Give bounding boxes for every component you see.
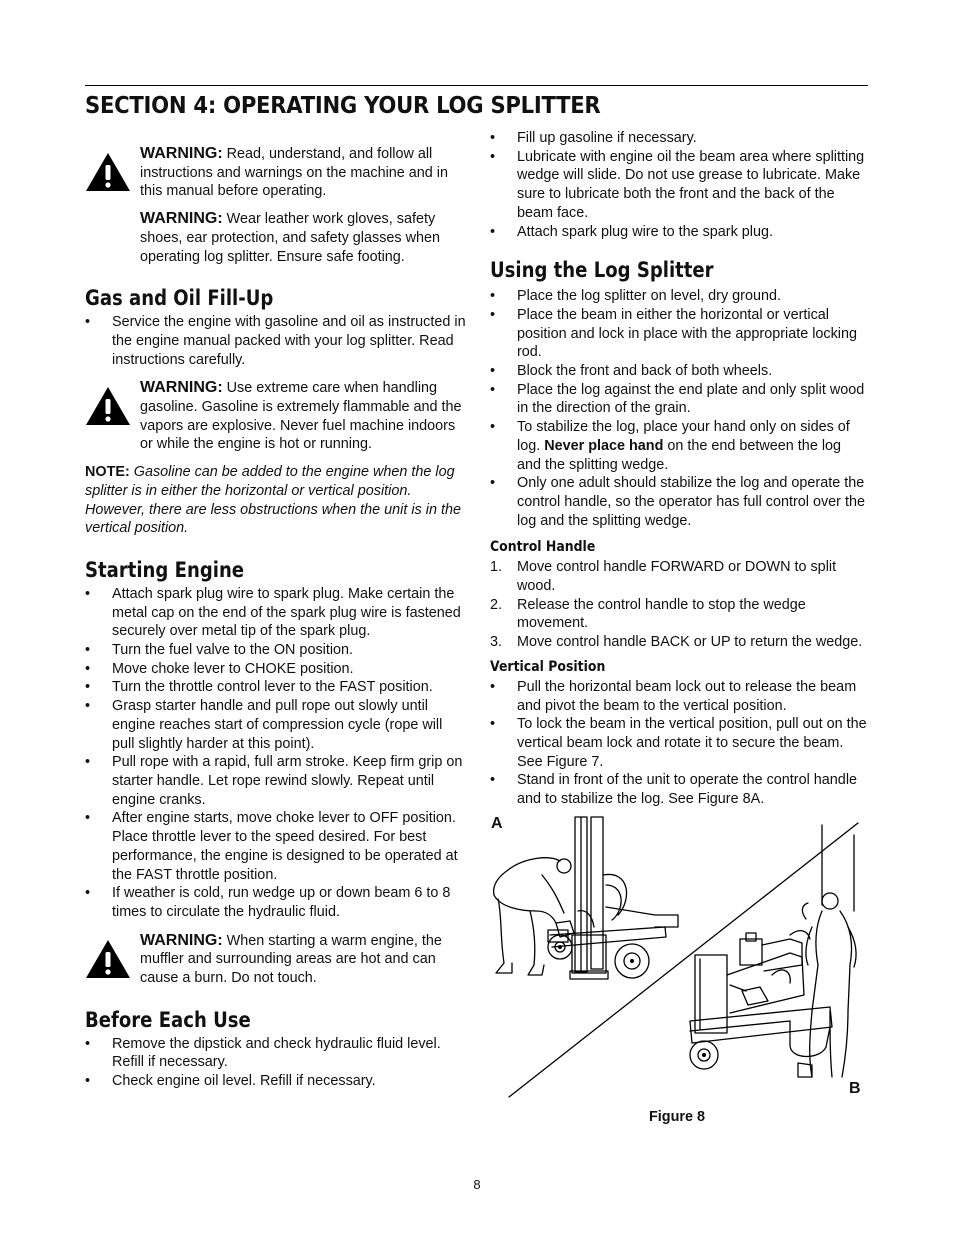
list-item — [85, 753, 468, 809]
warning-text: Use extreme care when handling gasoline. Gasoline is extremely flammable and the vapors are explosive. Never fuel machine indoors or while the engine is hot or running. — [140, 380, 462, 453]
list-item-text: Move control handle BACK or UP to return the wedge. — [517, 634, 863, 651]
bullet: • — [85, 314, 91, 331]
bullet: • — [490, 223, 496, 240]
list-item — [490, 306, 868, 362]
list-item-text: Fill up gasoline if necessary. — [517, 130, 697, 146]
list-item — [490, 596, 868, 633]
list-item — [85, 641, 468, 660]
list-item-text: Move choke lever to CHOKE position. — [112, 660, 354, 677]
note-text: Gasoline can be added to the engine when the log splitter is in either the horizontal or vertical position. However, there are less obstructions when the unit is in the vertical position. — [85, 464, 461, 537]
heading-before-each-use: Before Each Use — [85, 1007, 251, 1032]
list-number: 2. — [490, 596, 503, 613]
list-item-text: Move control handle FORWARD or DOWN to split wood. — [517, 559, 837, 595]
text-run: To stabilize the log, place your hand only on sides of log. — [517, 419, 850, 454]
warning-paragraph — [140, 145, 468, 201]
list-item-text: Pull the horizontal beam lock out to release the beam and pivot the beam to the vertical position. — [517, 678, 857, 714]
list-item-text: Attach spark plug wire to the spark plug. — [517, 223, 773, 240]
list-item-text: Only one adult should stabilize the log and operate the control handle, so the operator has full control over the log and the splitting wedge. — [517, 475, 865, 529]
list-item-text: Place the log splitter on level, dry ground. — [517, 288, 781, 305]
list-item — [490, 223, 868, 242]
list-number: 3. — [490, 634, 503, 651]
list-item-text: Release the control handle to stop the wedge movement. — [517, 596, 806, 632]
warning-icon — [85, 386, 131, 426]
heading-using-log-splitter: Using the Log Splitter — [490, 258, 714, 283]
bullet: • — [85, 660, 91, 677]
figure-label-b: B — [849, 1079, 861, 1097]
heading-control-handle: Control Handle — [490, 539, 596, 556]
warning-block-intro — [85, 145, 468, 266]
bullet: • — [85, 585, 91, 602]
warning-text: Wear leather work gloves, safety shoes, ear protection, and safety glasses when operating log splitter. Ensure safe footing. — [140, 211, 440, 265]
bullet: • — [490, 475, 496, 492]
list-item-text: Pull rope with a rapid, full arm stroke. Keep firm grip on starter handle. Let rope rewind slowly. Repeat until engine cranks. — [112, 754, 463, 808]
list-item — [85, 884, 468, 921]
warning-text: When starting a warm engine, the muffler and surrounding areas are hot and can cause a burn. Do not touch. — [140, 932, 442, 987]
emphasis-text: Never place hand — [544, 437, 664, 454]
list-item-text: Turn the fuel valve to the ON position. — [112, 642, 354, 659]
list-item-text: After engine starts, move choke lever to OFF position. Place throttle lever to the speed desired. For best performance, the engine is designed to be operated at the FAST throttle position. — [112, 810, 458, 883]
bullet: • — [490, 678, 496, 695]
list-item — [85, 585, 468, 641]
figure-caption: Figure 8 — [649, 1108, 705, 1125]
bullet: • — [490, 148, 496, 165]
bullet: • — [85, 754, 91, 771]
heading-gas-oil: Gas and Oil Fill-Up — [85, 286, 274, 311]
using-list — [490, 287, 868, 530]
list-item — [490, 715, 868, 771]
list-item — [490, 474, 868, 530]
bullet: • — [490, 363, 496, 380]
list-item-text: Service the engine with gasoline and oil as instructed in the engine manual packed with your log splitter. Read instructions carefully. — [112, 314, 466, 368]
list-item-text — [517, 419, 850, 472]
section-title: SECTION 4: OPERATING YOUR LOG SPLITTER — [85, 93, 601, 119]
note-label: NOTE: — [85, 464, 130, 481]
bullet: • — [490, 716, 496, 733]
warning-icon — [85, 939, 131, 979]
starting-engine-list — [85, 585, 468, 922]
list-item-text: Attach spark plug wire to spark plug. Make certain the metal cap on the end of the spark plug wire is fastened securely over metal tip of the spark plug. — [112, 585, 461, 640]
list-item — [85, 809, 468, 884]
warning-label: WARNING: — [140, 931, 223, 949]
figure-8 — [490, 815, 868, 1133]
warning-label: WARNING: — [140, 145, 223, 162]
list-item — [85, 697, 468, 753]
bullet: • — [85, 679, 91, 696]
bullet: • — [85, 1073, 91, 1090]
before-each-use-list-continued — [490, 129, 868, 241]
list-item-text: Block the front and back of both wheels. — [517, 363, 773, 380]
list-item — [85, 1072, 468, 1091]
bullet: • — [490, 772, 496, 789]
note-paragraph — [85, 463, 468, 538]
list-item — [490, 678, 868, 715]
warning-block-gas — [85, 379, 468, 454]
list-item — [490, 129, 868, 148]
right-column — [490, 129, 868, 1133]
list-item — [85, 660, 468, 679]
list-item — [490, 633, 868, 652]
warning-label: WARNING: — [140, 379, 223, 397]
list-item — [490, 148, 868, 223]
gas-oil-list — [85, 313, 468, 369]
header-rule — [85, 85, 868, 86]
bullet: • — [85, 642, 91, 659]
list-item — [490, 362, 868, 381]
list-item — [490, 771, 868, 808]
bullet: • — [85, 885, 91, 902]
list-item — [85, 313, 468, 369]
bullet: • — [85, 1035, 91, 1052]
list-item-text: Lubricate with engine oil the beam area where splitting wedge will slide. Do not use grease to lubricate. Make sure to lubricate both the front and the back of the beam face. — [517, 148, 865, 221]
list-item — [85, 1035, 468, 1072]
list-item — [490, 287, 868, 306]
warning-text: Read, understand, and follow all instructions and warnings on the machine and in this manual before operating. — [140, 146, 448, 200]
list-item-text: Remove the dipstick and check hydraulic fluid level. Refill if necessary. — [112, 1035, 441, 1071]
bullet: • — [490, 130, 496, 146]
heading-starting-engine: Starting Engine — [85, 557, 245, 582]
list-item-text: Turn the throttle control lever to the FAST position. — [112, 679, 433, 696]
list-item-text: Place the beam in either the horizontal or vertical position and lock in place with the appropriate locking rod. — [517, 306, 857, 361]
left-column — [85, 145, 468, 1091]
list-item-text: Check engine oil level. Refill if necessary. — [112, 1073, 376, 1090]
warning-label: WARNING: — [140, 210, 223, 228]
list-item — [490, 381, 868, 418]
warning-paragraph — [140, 932, 468, 988]
vertical-position-list — [490, 678, 868, 809]
list-number: 1. — [490, 559, 503, 576]
list-item-text: If weather is cold, run wedge up or down beam 6 to 8 times to circulate the hydraulic fluid. — [112, 885, 451, 920]
list-item-text: Place the log against the end plate and only split wood in the direction of the grain. — [517, 381, 865, 417]
bullet: • — [490, 306, 496, 323]
bullet: • — [85, 698, 91, 715]
bullet: • — [85, 810, 91, 827]
bullet: • — [490, 419, 496, 436]
figure-label-a: A — [491, 814, 503, 832]
list-item-text: Grasp starter handle and pull rope out slowly until engine reaches start of compression cycle (rope will pull slightly harder at this point). — [112, 698, 443, 752]
list-item-text: To lock the beam in the vertical position, pull out on the vertical beam lock and rotate it to secure the beam. See Figure 7. — [517, 716, 867, 770]
text-run: on the end between the log and the splitting wedge. — [517, 437, 842, 473]
list-item-text: Stand in front of the unit to operate the control handle and to stabilize the log. See Figure 8A. — [517, 772, 858, 808]
heading-vertical-position: Vertical Position — [490, 658, 606, 675]
warning-block-start — [85, 932, 468, 988]
before-each-use-list — [85, 1035, 468, 1091]
page-number: 8 — [473, 1177, 481, 1192]
warning-paragraph — [140, 379, 468, 454]
bullet: • — [490, 288, 496, 305]
list-item — [490, 418, 868, 474]
warning-icon — [85, 152, 131, 192]
bullet: • — [490, 381, 496, 398]
list-item — [85, 678, 468, 697]
control-handle-list — [490, 558, 868, 652]
list-item — [490, 558, 868, 595]
warning-paragraph — [140, 210, 468, 266]
log-splitter-illustration — [490, 815, 868, 1105]
